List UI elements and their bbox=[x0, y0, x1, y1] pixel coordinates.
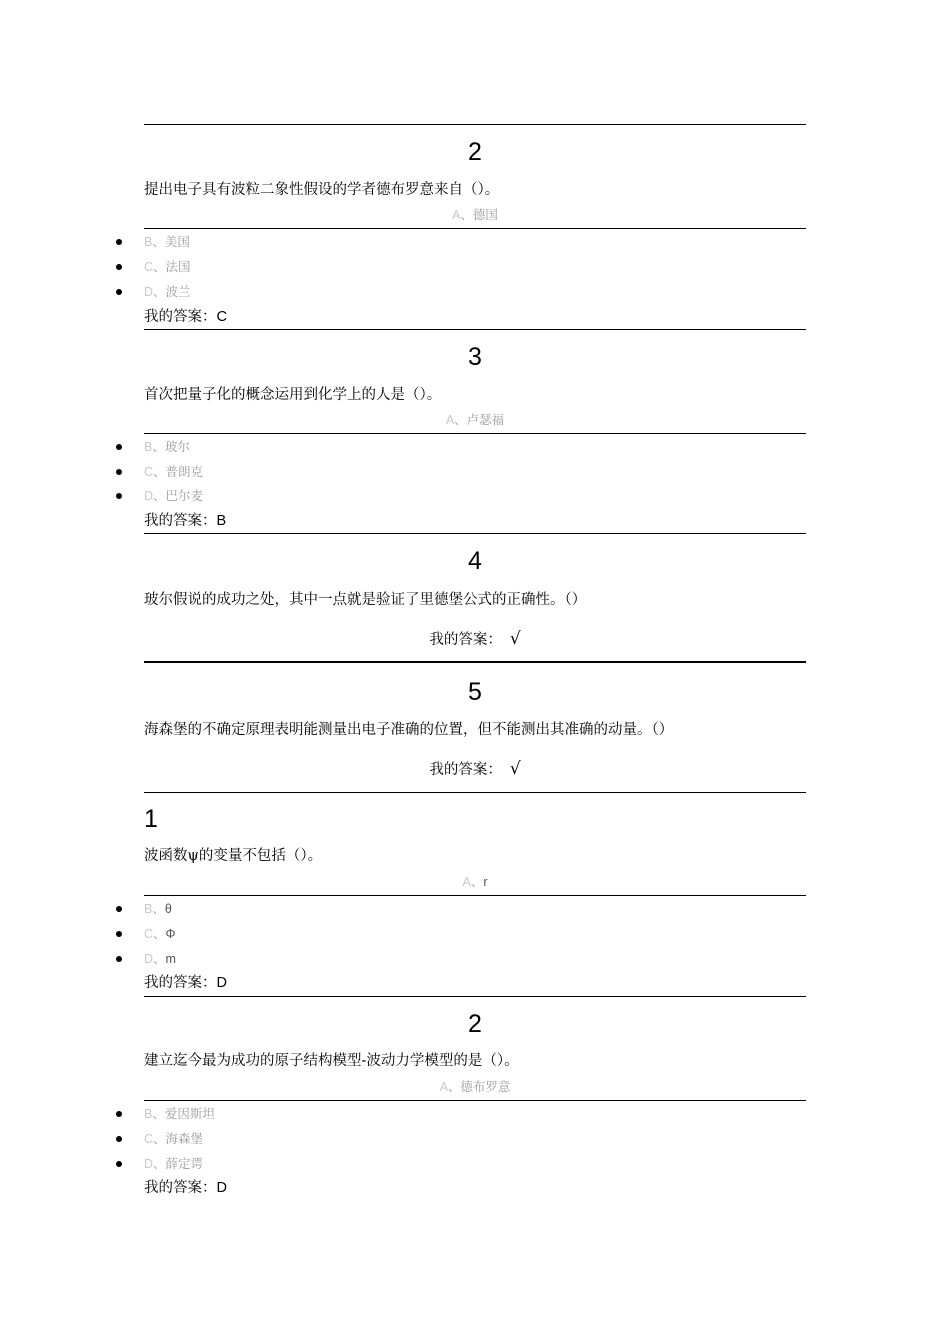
option-text: 波兰 bbox=[165, 284, 191, 299]
option-d[interactable] bbox=[144, 951, 176, 967]
answer-label: 我的答案： bbox=[144, 309, 217, 325]
check-mark: √ bbox=[509, 759, 521, 779]
bullet-icon bbox=[116, 906, 122, 912]
option-sep: 、 bbox=[454, 412, 467, 427]
option-letter: A bbox=[462, 875, 471, 889]
option-text: 薛定谔 bbox=[165, 1156, 204, 1171]
option-text: 德国 bbox=[472, 207, 498, 222]
option-text: m bbox=[165, 952, 176, 966]
option-a[interactable] bbox=[144, 874, 806, 890]
my-answer bbox=[144, 758, 806, 781]
option-sep: 、 bbox=[153, 1156, 166, 1171]
option-letter: B bbox=[144, 902, 153, 916]
option-letter: C bbox=[144, 260, 154, 274]
option-sep: 、 bbox=[153, 284, 166, 299]
my-answer bbox=[144, 973, 227, 993]
option-text: 卢瑟福 bbox=[466, 412, 505, 427]
option-text: θ bbox=[164, 902, 172, 916]
option-letter: A bbox=[445, 413, 455, 427]
divider bbox=[144, 792, 806, 793]
option-a[interactable] bbox=[144, 1079, 806, 1095]
question-text: 提出电子具有波粒二象性假设的学者德布罗意来自（）。 bbox=[144, 182, 500, 198]
question-number: 2 bbox=[468, 1010, 482, 1038]
my-answer bbox=[144, 511, 226, 531]
option-letter: D bbox=[144, 489, 154, 503]
answer-label: 我的答案： bbox=[429, 762, 502, 778]
question-number: 1 bbox=[144, 805, 158, 833]
answer-label: 我的答案： bbox=[429, 632, 502, 648]
divider bbox=[144, 996, 806, 997]
option-sep: 、 bbox=[152, 439, 165, 454]
option-sep: 、 bbox=[470, 874, 484, 889]
answer-label: 我的答案： bbox=[144, 975, 217, 991]
option-text: Φ bbox=[165, 927, 176, 941]
option-b[interactable] bbox=[144, 439, 190, 455]
option-letter: A bbox=[439, 1080, 448, 1094]
question-text: 玻尔假说的成功之处，其中一点就是验证了里德堡公式的正确性。（） bbox=[144, 592, 587, 608]
option-letter: D bbox=[144, 285, 154, 299]
option-letter: B bbox=[144, 440, 153, 454]
my-answer bbox=[144, 628, 806, 651]
option-text: 德布罗意 bbox=[460, 1079, 511, 1094]
divider bbox=[144, 329, 806, 330]
option-letter: C bbox=[144, 465, 154, 479]
option-sep: 、 bbox=[152, 901, 165, 916]
question-text: 首次把量子化的概念运用到化学上的人是（）。 bbox=[144, 387, 442, 403]
question-text: 波函数ψ的变量不包括（）。 bbox=[144, 848, 323, 864]
question-number: 3 bbox=[468, 343, 482, 371]
option-text: 玻尔 bbox=[164, 439, 190, 454]
bullet-icon bbox=[116, 1136, 122, 1142]
question-text: 海森堡的不确定原理表明能测量出电子准确的位置，但不能测出其准确的动量。（） bbox=[144, 722, 674, 738]
option-text: 巴尔麦 bbox=[165, 488, 204, 503]
option-d[interactable] bbox=[144, 488, 203, 504]
bullet-icon bbox=[116, 469, 122, 475]
option-c[interactable] bbox=[144, 259, 191, 275]
option-d[interactable] bbox=[144, 1156, 203, 1172]
divider bbox=[144, 124, 806, 125]
option-b[interactable] bbox=[144, 901, 172, 917]
option-text: 海森堡 bbox=[165, 1131, 204, 1146]
divider bbox=[144, 661, 806, 663]
check-mark: √ bbox=[509, 629, 521, 649]
option-a[interactable] bbox=[144, 412, 806, 428]
answer-value: D bbox=[216, 975, 227, 991]
bullet-icon bbox=[116, 289, 122, 295]
answer-label: 我的答案： bbox=[144, 513, 217, 529]
answer-value: B bbox=[216, 513, 227, 529]
option-letter: C bbox=[144, 927, 154, 941]
bullet-icon bbox=[116, 239, 122, 245]
option-a[interactable] bbox=[144, 207, 806, 223]
option-letter: B bbox=[144, 235, 153, 249]
question-number: 2 bbox=[468, 138, 482, 166]
option-d[interactable] bbox=[144, 284, 191, 300]
divider bbox=[144, 1100, 806, 1101]
option-text: 美国 bbox=[164, 234, 190, 249]
option-sep: 、 bbox=[152, 1106, 165, 1121]
option-c[interactable] bbox=[144, 926, 176, 942]
my-answer bbox=[144, 307, 227, 327]
option-letter: A bbox=[452, 208, 461, 222]
bullet-icon bbox=[116, 956, 122, 962]
bullet-icon bbox=[116, 264, 122, 270]
option-text: 爱因斯坦 bbox=[164, 1106, 215, 1121]
divider bbox=[144, 895, 806, 896]
option-text: r bbox=[483, 875, 488, 889]
option-letter: D bbox=[144, 952, 154, 966]
option-sep: 、 bbox=[153, 951, 166, 966]
answer-value: D bbox=[216, 1180, 227, 1196]
option-text: 普朗克 bbox=[165, 464, 204, 479]
question-number: 4 bbox=[468, 547, 482, 575]
option-sep: 、 bbox=[447, 1079, 461, 1094]
option-sep: 、 bbox=[153, 259, 166, 274]
option-letter: C bbox=[144, 1132, 154, 1146]
bullet-icon bbox=[116, 1111, 122, 1117]
option-sep: 、 bbox=[153, 464, 166, 479]
option-c[interactable] bbox=[144, 464, 203, 480]
divider bbox=[144, 533, 806, 534]
option-sep: 、 bbox=[460, 207, 473, 222]
bullet-icon bbox=[116, 931, 122, 937]
bullet-icon bbox=[116, 1161, 122, 1167]
divider bbox=[144, 228, 806, 229]
option-b[interactable] bbox=[144, 1106, 215, 1122]
option-b[interactable] bbox=[144, 234, 190, 250]
question-text: 建立迄今最为成功的原子结构模型-波动力学模型的是（）。 bbox=[144, 1053, 519, 1069]
option-sep: 、 bbox=[153, 1131, 166, 1146]
question-number: 5 bbox=[468, 678, 482, 706]
option-letter: D bbox=[144, 1157, 154, 1171]
option-sep: 、 bbox=[153, 926, 166, 941]
option-letter: B bbox=[144, 1107, 153, 1121]
option-text: 法国 bbox=[165, 259, 191, 274]
my-answer bbox=[144, 1178, 227, 1198]
option-sep: 、 bbox=[153, 488, 166, 503]
bullet-icon bbox=[116, 493, 122, 499]
bullet-icon bbox=[116, 444, 122, 450]
option-c[interactable] bbox=[144, 1131, 203, 1147]
answer-value: C bbox=[216, 309, 227, 325]
answer-label: 我的答案： bbox=[144, 1180, 217, 1196]
option-sep: 、 bbox=[152, 234, 165, 249]
divider bbox=[144, 433, 806, 434]
